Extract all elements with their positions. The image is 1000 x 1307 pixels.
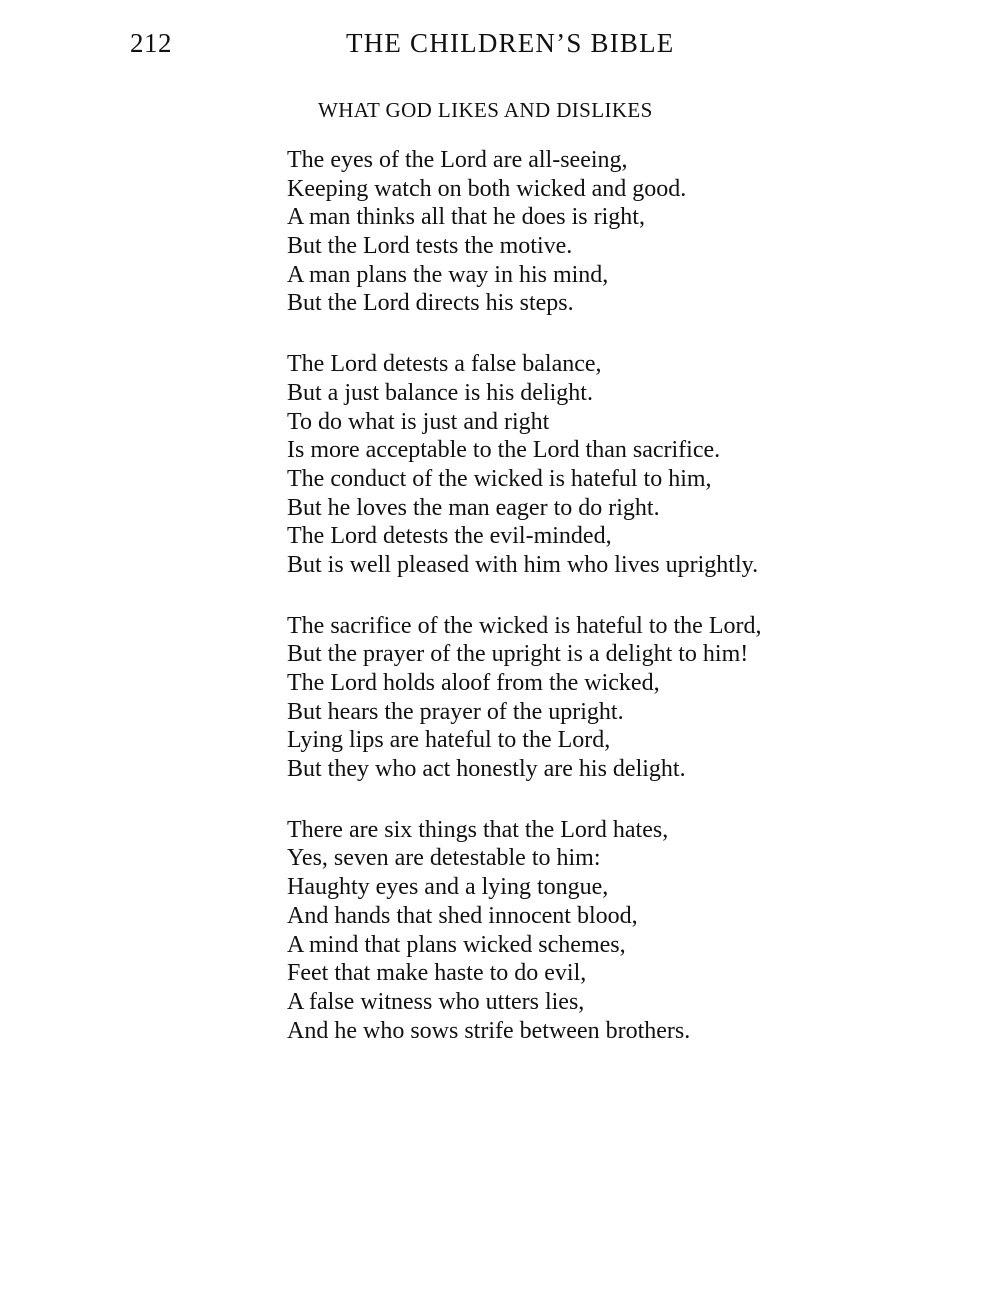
poem-line: But a just balance is his delight. (287, 379, 593, 406)
poem-line: A mind that plans wicked schemes, (287, 931, 626, 958)
poem-body (287, 146, 927, 1077)
poem-line: The conduct of the wicked is hateful to him, (287, 465, 712, 492)
book-title: THE CHILDREN’S BIBLE (346, 28, 675, 58)
page-number: 212 (130, 28, 172, 58)
poem-line: To do what is just and right (287, 408, 550, 435)
poem-line: Lying lips are hateful to the Lord, (287, 727, 611, 754)
poem-line: Feet that make haste to do evil, (287, 960, 587, 987)
poem-line: The Lord holds aloof from the wicked, (287, 670, 660, 696)
poem-line: Haughty eyes and a lying tongue, (287, 874, 609, 901)
poem-line: The eyes of the Lord are all-seeing, (287, 147, 628, 173)
poem-line: But is well pleased with him who lives uprightly. (287, 551, 759, 578)
poem-line: Keeping watch on both wicked and good. (287, 175, 687, 202)
running-head (0, 28, 1000, 64)
poem-line: The sacrifice of the wicked is hateful to the Lord, (287, 612, 762, 639)
stanza-2 (287, 350, 927, 580)
poem-line: But they who act honestly are his delight. (287, 756, 686, 783)
poem-line: Is more acceptable to the Lord than sacrifice. (287, 437, 721, 464)
poem-line: But the Lord directs his steps. (287, 290, 574, 317)
poem-line: A false witness who utters lies, (287, 988, 585, 1015)
poem-line: Yes, seven are detestable to him: (287, 845, 601, 872)
poem-line: There are six things that the Lord hates, (287, 816, 669, 843)
poem-line: A man thinks all that he does is right, (287, 204, 645, 231)
stanza-3 (287, 612, 927, 784)
poem-line: But the prayer of the upright is a delight to him! (287, 641, 749, 668)
poem-line: A man plans the way in his mind, (287, 261, 609, 288)
poem-line: And he who sows strife between brothers. (287, 1017, 691, 1044)
poem-line: And hands that shed innocent blood, (287, 902, 638, 929)
poem-line: The Lord detests the evil-minded, (287, 523, 612, 550)
stanza-1 (287, 146, 927, 318)
poem-line: But the Lord tests the motive. (287, 233, 573, 260)
poem-line: But he loves the man eager to do right. (287, 494, 660, 521)
poem-line: But hears the prayer of the upright. (287, 698, 624, 725)
poem-line: The Lord detests a false balance, (287, 351, 602, 378)
stanza-4 (287, 816, 927, 1046)
section-title: WHAT GOD LIKES AND DISLIKES (318, 98, 653, 122)
